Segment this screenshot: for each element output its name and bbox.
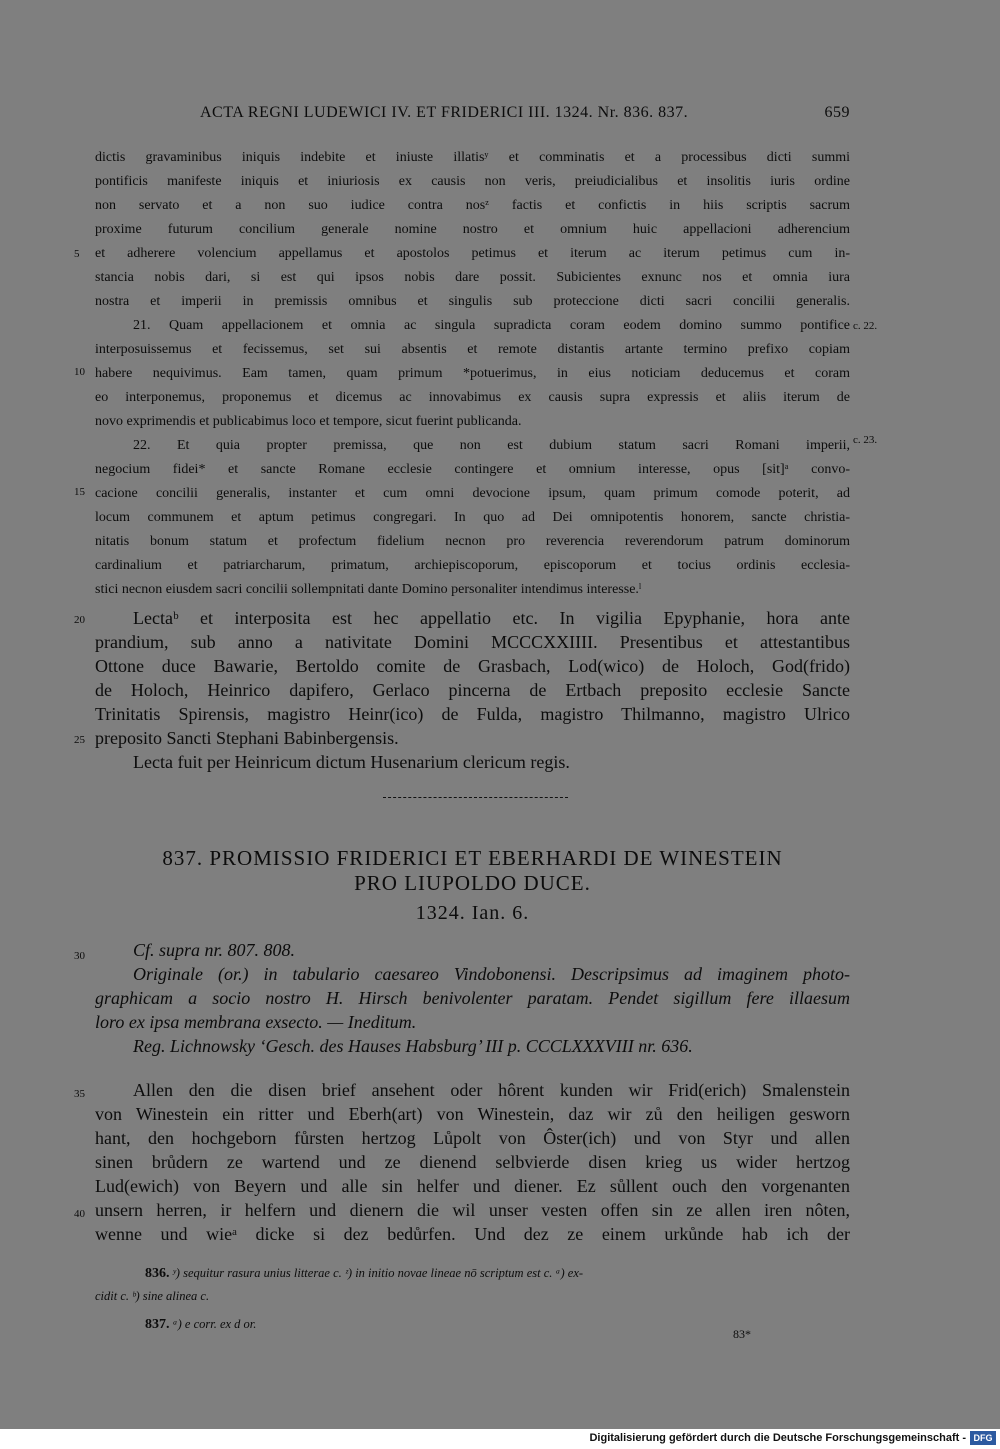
- text-line: von Winestein ein ritter und Eberh(art) von Winestein, daz wir zů den heiligen gesworn: [95, 1104, 850, 1124]
- text-line: nostra et imperii in premissis omnibus et singulis sub proteccione dicti sacri concilii generalis.: [95, 294, 850, 309]
- footnote-number: 837.: [145, 1317, 170, 1332]
- text-line: Originale (or.) in tabulario caesareo Vindobonensi. Descripsimus ad imaginem photo-: [133, 964, 850, 984]
- footnote-text: ʸ) sequitur rasura unius litterae c. ᶻ) in initio novae lineae nō scriptum est c. ᵃ) ex-: [172, 1266, 584, 1280]
- text-line: proxime futurum concilium generale nomine nostro et omnium huic appellacioni adherencium: [95, 222, 850, 237]
- text-line: 21. Quam appellacionem et omnia ac singula supradicta coram eodem domino summo pontifice: [133, 318, 850, 333]
- text-line: cardinalium et patriarcharum, primatum, archiepiscoporum, episcoporum et tocius ordinis ecclesia-: [95, 558, 850, 573]
- text-line: nitatis bonum statum et profectum fidelium necnon pro reverencia reverendorum patrum dominorum: [95, 534, 850, 549]
- section-837-body: [95, 1078, 850, 1246]
- footer-funding-text: Digitalisierung gefördert durch die Deutsche Forschungsgemeinschaft -: [589, 1432, 966, 1444]
- text-line: graphicam a socio nostro H. Hirsch benivolenter paratam. Pendet sigillum fere illaesum: [95, 988, 850, 1008]
- text-line: Trinitatis Spirensis, magistro Heinr(ico) de Fulda, magistro Thilmanno, magistro Ulrico: [95, 704, 850, 724]
- running-title: ACTA REGNI LUDEWICI IV. ET FRIDERICI III. 1324. Nr. 836. 837.: [200, 104, 689, 121]
- text-line: eo interponemus, proponemus et dicemus ac innovabimus ex causis supra expressis et aliis iterum de: [95, 390, 850, 405]
- text-line: unsern herren, ir helfern und dienern die wil unser vesten offen sin ze allen iren nôten,: [95, 1200, 850, 1220]
- footnotes: [95, 1262, 850, 1336]
- text-line: pontificis manifeste iniquis et iniuriosis ex causis non veris, preiudicialibus et insolitis iuris ordine: [95, 174, 850, 189]
- section-836-closing: [95, 606, 850, 774]
- text-line: habere nequivimus. Eam tamen, quam primum *potuerimus, in eius noticiam deducemus et coram: [95, 366, 850, 381]
- text-line: loro ex ipsa membrana exsecto. — Ineditum.: [95, 1012, 417, 1032]
- text-line: prandium, sub anno a nativitate Domini MCCCXXIIII. Presentibus et attestantibus: [95, 632, 850, 652]
- text-line: de Holoch, Heinrico dapifero, Gerlaco pincerna de Ertbach preposito ecclesie Sancte: [95, 680, 850, 700]
- footnote-text: ᵃ) e corr. ex d or.: [172, 1317, 257, 1331]
- text-line: locum communem et aptum petimus congregari. In quo ad Dei omnipotentis honorem, sancte christia-: [95, 510, 850, 525]
- printer-signature: 83*: [733, 1327, 751, 1341]
- margin-line-number: 30: [74, 950, 85, 962]
- text-line: cacione concilii generalis, instanter et cum omni devocione ipsum, quam primum comode poterit, ad: [95, 486, 850, 501]
- doc-837-date: 1324. Ian. 6.: [415, 902, 530, 924]
- text-line: hant, den hochgeborn fůrsten hertzog Lůpolt von Ôster(ich) und von Styr und allen: [95, 1128, 850, 1148]
- doc-837-title: [95, 846, 850, 925]
- text-line: stancia nobis dari, si est qui ipsos nobis dare possit. Subicientes exnunc nos et omnia iura: [95, 270, 850, 285]
- text-line: negocium fidei* et sancte Romane ecclesie contingere et omnium interesse, opus [sit]ᵃ convo-: [95, 462, 850, 477]
- text-line: Lud(ewich) von Beyern und alle sin helfer und diener. Ez sůllent ouch den vorgenanten: [95, 1176, 850, 1196]
- text-line: stici necnon eiusdem sacri concilii sollempnitati dante Domino personaliter intendimus interesse.ˡ: [95, 582, 642, 597]
- text-line: et adherere volencium appellamus et apostolos petimus et iterum ac iterum petimus cum in-: [95, 246, 850, 261]
- footnote-number: 836.: [145, 1266, 170, 1281]
- footnote-836-cont: cidit c. ᵇ) sine alinea c.: [95, 1289, 210, 1303]
- margin-line-number: 35: [74, 1088, 85, 1100]
- text-line: 22. Et quia propter premissa, que non est dubium statum sacri Romani imperii,: [133, 438, 850, 453]
- text-line: Lecta fuit per Heinricum dictum Husenarium clericum regis.: [133, 752, 570, 772]
- dfg-logo: DFG: [970, 1431, 996, 1445]
- text-line: Cf. supra nr. 807. 808.: [133, 940, 296, 960]
- text-line: Allen den die disen brief ansehent oder hôrent kunden wir Frid(erich) Smalenstein: [133, 1080, 850, 1100]
- text-line: Reg. Lichnowsky ‘Gesch. des Hauses Habsburg’ III p. CCCLXXXVIII nr. 636.: [133, 1036, 693, 1056]
- margin-line-number: 15: [74, 486, 85, 498]
- text-line: novo exprimendis et publicabimus loco et tempore, sicut fuerint publicanda.: [95, 414, 522, 429]
- section-837-intro: [95, 938, 850, 1058]
- margin-line-number: 20: [74, 614, 85, 626]
- text-line: dictis gravaminibus iniquis indebite et iniuste illatisʸ et comminatis et a processibus dicti summi: [95, 150, 850, 165]
- footer-bar: [0, 1429, 1000, 1449]
- doc-837-title-line2: PRO LIUPOLDO DUCE.: [354, 871, 591, 895]
- text-line: wenne und wieᵃ dicke si dez bedůrfen. Und dez ze einem urkůnde hab ich der: [95, 1224, 850, 1244]
- margin-line-number: 10: [74, 366, 85, 378]
- text-line: non servato et a non suo iudice contra nosᶻ factis et confictis in hiis scriptis sacrum: [95, 198, 850, 213]
- page-number: 659: [824, 104, 850, 121]
- margin-line-number: 40: [74, 1208, 85, 1220]
- margin-chapter-ref: c. 23.: [853, 434, 878, 446]
- margin-chapter-ref: c. 22.: [853, 320, 878, 332]
- text-line: Lectaᵇ et interposita est hec appellatio etc. In vigilia Epyphanie, hora ante: [133, 608, 850, 628]
- margin-line-number: 5: [74, 248, 80, 260]
- section-separator: [383, 797, 568, 798]
- text-line: interposuissemus et fecissemus, set sui absentis et remote distantis artante termino prefixo copiam: [95, 342, 850, 357]
- footnote-836: [95, 1262, 850, 1285]
- margin-line-number: 25: [74, 734, 85, 746]
- doc-837-title-line1: 837. PROMISSIO FRIDERICI ET EBERHARDI DE WINESTEIN: [162, 846, 783, 870]
- text-line: preposito Sancti Stephani Babinbergensis.: [95, 728, 399, 748]
- text-line: Ottone duce Bawarie, Bertoldo comite de Grasbach, Lod(wico) de Holoch, God(frido): [95, 656, 850, 676]
- text-line: sinen brůdern ze wartend und ze dienend selbvierde disen krieg us wider hertzog: [95, 1152, 850, 1172]
- section-836-body: [95, 146, 850, 602]
